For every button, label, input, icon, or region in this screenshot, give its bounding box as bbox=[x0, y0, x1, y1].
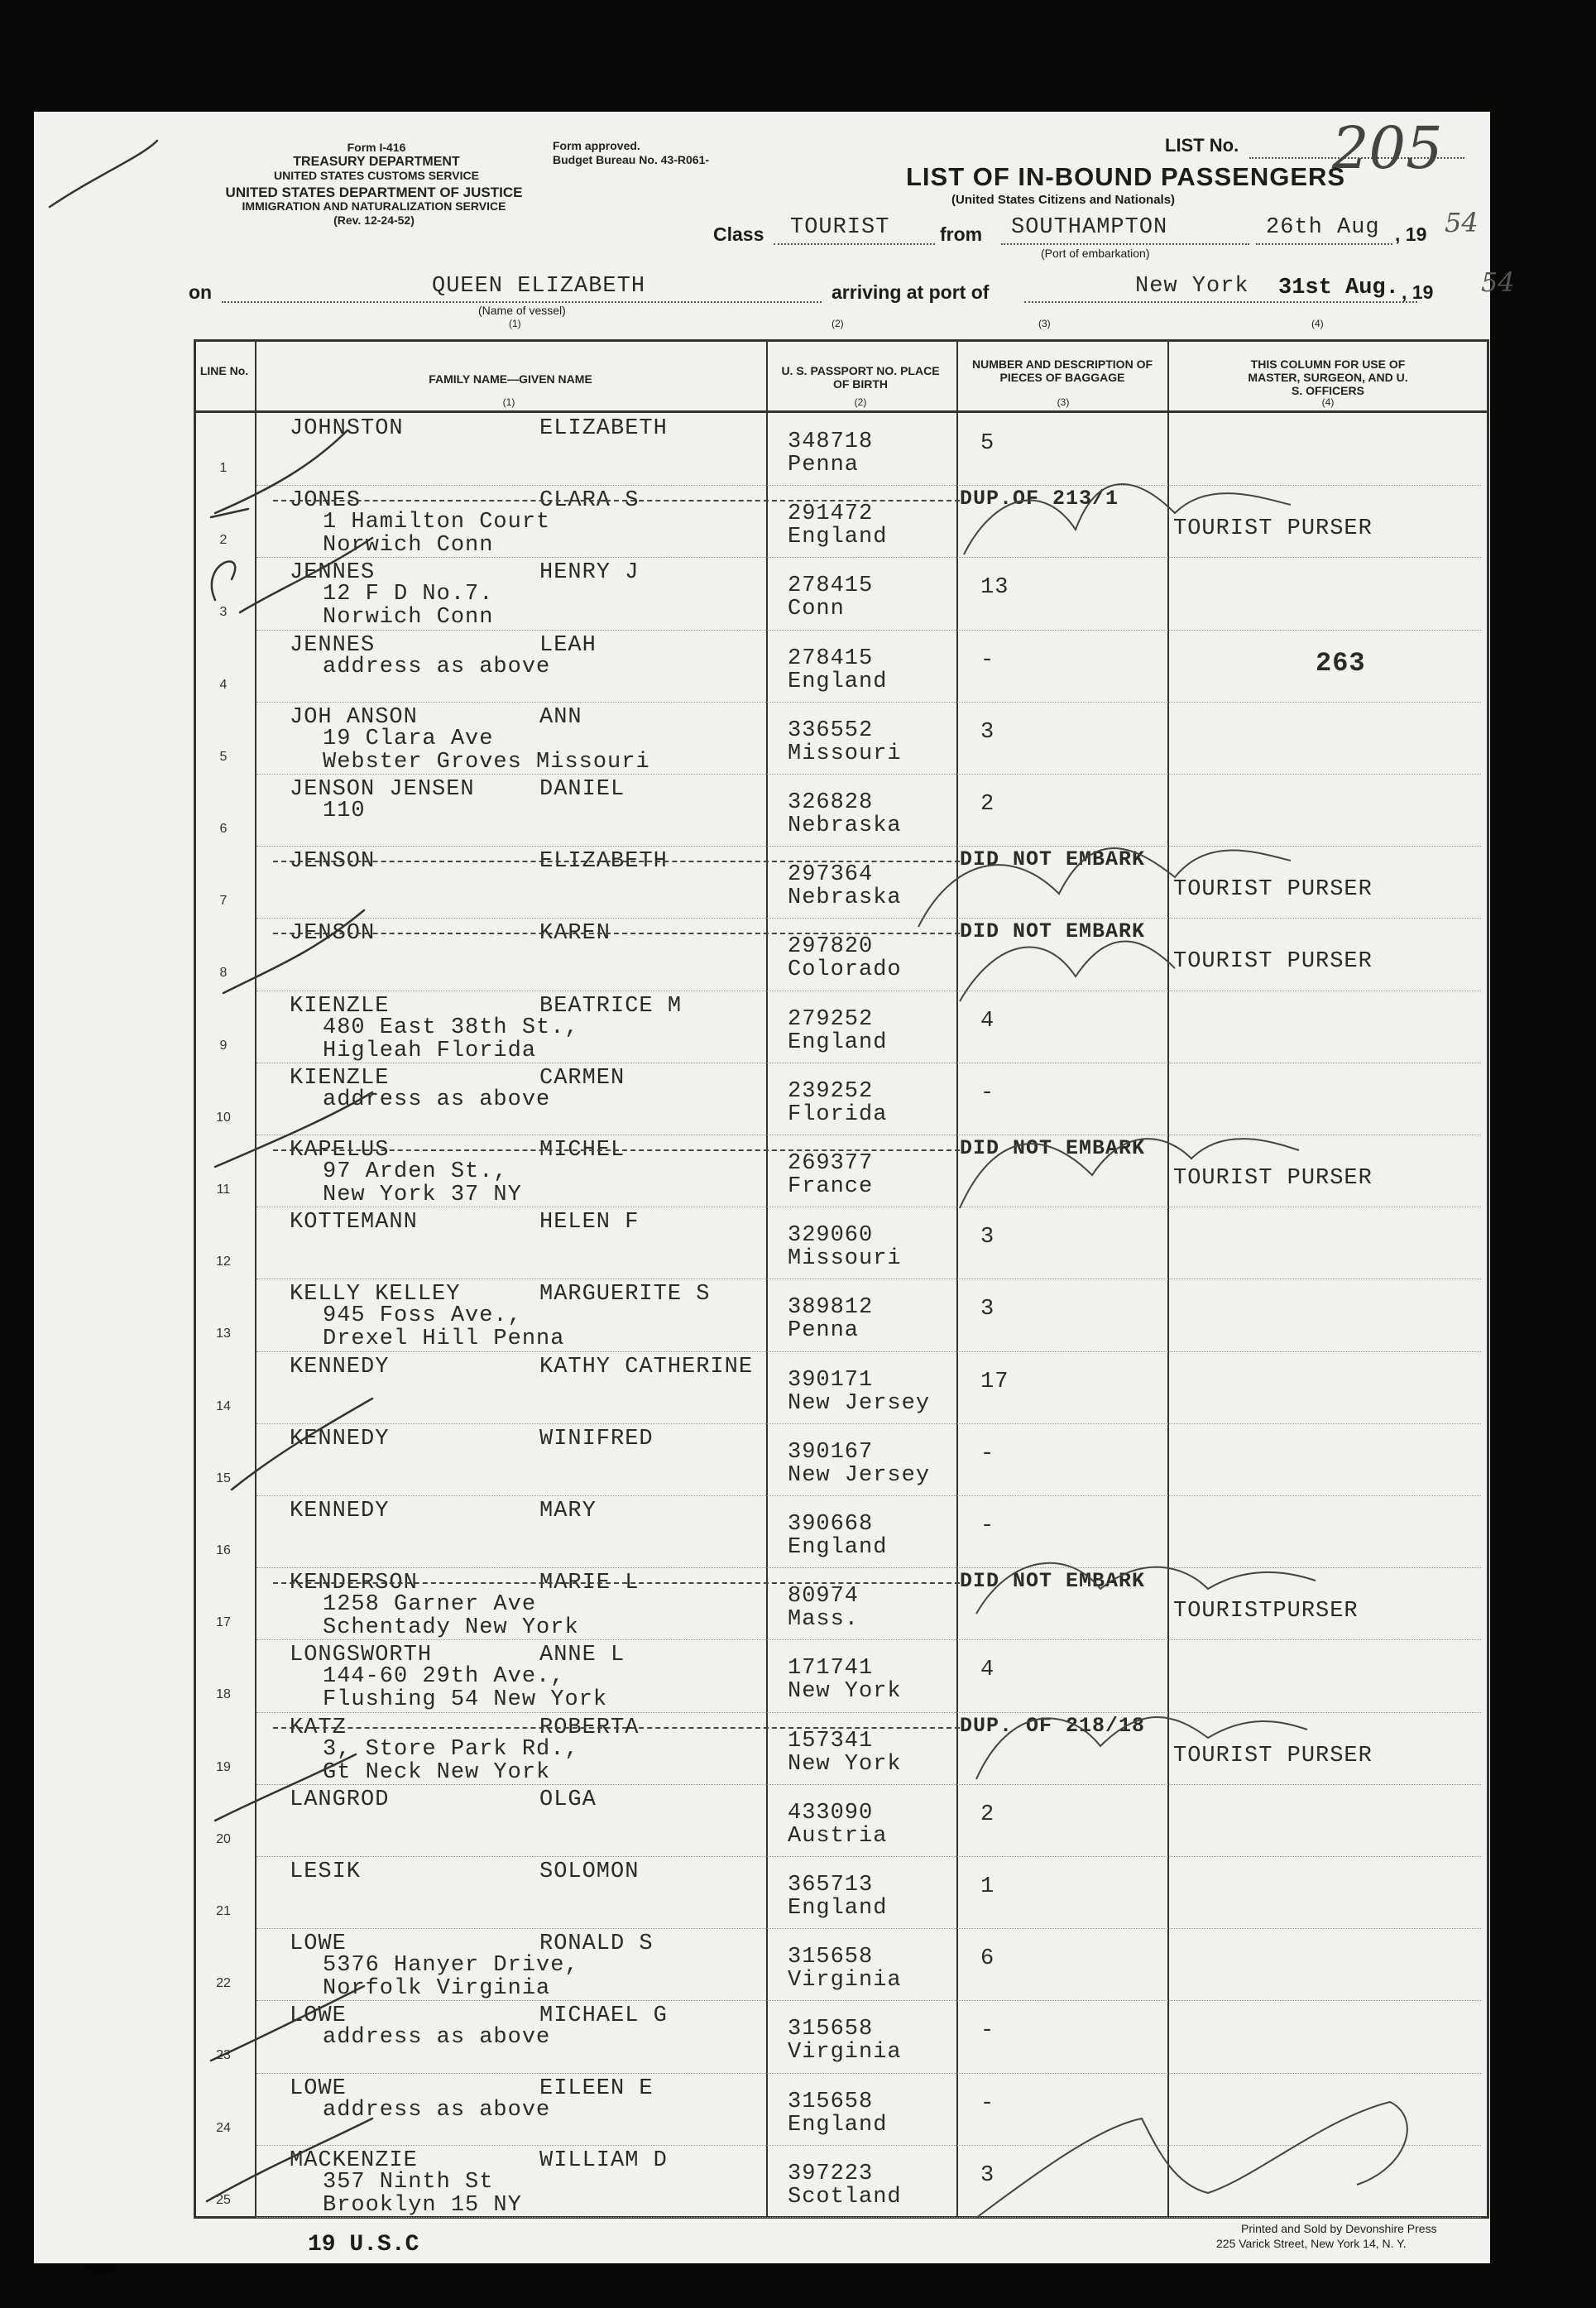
officer-note: TOURIST PURSER bbox=[1173, 1166, 1373, 1191]
address-line-2: Flushing 54 New York bbox=[323, 1687, 608, 1713]
given-name: CLARA S bbox=[539, 488, 640, 514]
given-name: ROBERTA bbox=[539, 1715, 640, 1740]
line-number: 3 bbox=[219, 605, 228, 620]
place-of-birth: Scotland bbox=[788, 2184, 902, 2210]
passport-number: 278415 bbox=[788, 573, 874, 599]
family-name: KOTTEMANN bbox=[290, 1210, 418, 1236]
place-of-birth: Penna bbox=[788, 1318, 860, 1344]
family-name: JENNES bbox=[290, 560, 376, 586]
place-of-birth: Missouri bbox=[788, 741, 902, 766]
passport-number: 291472 bbox=[788, 501, 874, 527]
check-mark bbox=[50, 141, 157, 207]
passport-number: 279252 bbox=[788, 1006, 874, 1032]
place-of-birth: France bbox=[788, 1174, 874, 1199]
given-name: ELIZABETH bbox=[539, 416, 668, 441]
address-line-1: address as above bbox=[323, 2097, 551, 2123]
arriving-label: arriving at port of bbox=[832, 281, 990, 303]
line-number: 9 bbox=[219, 1038, 228, 1053]
given-name: OLGA bbox=[539, 1787, 597, 1812]
family-name: JENSON bbox=[290, 921, 376, 947]
place-of-birth: England bbox=[788, 1029, 888, 1055]
embark-year-prefix: , 19 bbox=[1395, 223, 1427, 245]
passport-number: 80974 bbox=[788, 1584, 860, 1610]
form-revision: (Rev. 12-24-52) bbox=[333, 214, 415, 227]
line-number: 25 bbox=[216, 2192, 231, 2207]
passport-number: 348718 bbox=[788, 429, 874, 454]
baggage: DID NOT EMBARK bbox=[960, 1569, 1146, 1594]
passport-number: 315658 bbox=[788, 2017, 874, 2042]
baggage: DID NOT EMBARK bbox=[960, 919, 1146, 944]
line-number: 6 bbox=[219, 822, 228, 836]
passport-number: 278415 bbox=[788, 645, 874, 671]
passport-number: 397223 bbox=[788, 2161, 874, 2186]
class-label: Class bbox=[713, 223, 764, 245]
on-label: on bbox=[189, 281, 213, 303]
line-number: 22 bbox=[216, 1976, 231, 1991]
address-line-2: Drexel Hill Penna bbox=[323, 1327, 565, 1352]
family-name: KENNEDY bbox=[290, 1499, 390, 1523]
place-of-birth: New Jersey bbox=[788, 1390, 931, 1416]
baggage: 17 bbox=[980, 1369, 1009, 1394]
col-header-officers: THIS COLUMN FOR USE OF MASTER, SURGEON, AND U. S. OFFICERS bbox=[1248, 357, 1408, 397]
printer-line-1: Printed and Sold by Devonshire Press bbox=[1241, 2222, 1437, 2235]
arrival-year: 54 bbox=[1481, 266, 1515, 298]
vessel-caption-number: (1) bbox=[509, 318, 521, 329]
family-name: JOHNSTON bbox=[290, 416, 404, 441]
page-subtitle: (United States Citizens and Nationals) bbox=[951, 193, 1176, 207]
address-line-2: Norwich Conn bbox=[323, 533, 494, 559]
passport-number: 365713 bbox=[788, 1873, 874, 1898]
given-name: KAREN bbox=[539, 921, 611, 947]
col-number: (3) bbox=[1057, 396, 1070, 408]
baggage: 4 bbox=[980, 1008, 995, 1034]
address-line-2: Norwich Conn bbox=[323, 605, 494, 631]
place-of-birth: England bbox=[788, 1896, 888, 1921]
baggage: DID NOT EMBARK bbox=[960, 1136, 1146, 1160]
line-number: 17 bbox=[216, 1615, 231, 1630]
form-approved: Form approved. bbox=[553, 139, 640, 152]
baggage: 4 bbox=[980, 1658, 995, 1683]
place-of-birth: England bbox=[788, 669, 888, 694]
given-name: MICHEL bbox=[539, 1138, 625, 1163]
address-line-1: 357 Ninth St bbox=[323, 2169, 494, 2195]
line-number: 12 bbox=[216, 1255, 231, 1269]
family-name: KIENZLE bbox=[290, 1065, 390, 1091]
line-number: 8 bbox=[219, 966, 228, 981]
arrival-date: 31st Aug. bbox=[1278, 276, 1399, 300]
arrival-year-prefix: , 19 bbox=[1402, 281, 1434, 303]
baggage: 3 bbox=[980, 719, 995, 745]
officer-note: 263 bbox=[1316, 647, 1366, 679]
printer-line-2: 225 Varick Street, New York 14, N. Y. bbox=[1216, 2237, 1407, 2250]
embark-year: 54 bbox=[1445, 207, 1479, 238]
address-line-2: Schentady New York bbox=[323, 1615, 579, 1641]
baggage: 13 bbox=[980, 575, 1009, 601]
line-number: 19 bbox=[216, 1759, 231, 1774]
family-name: LOWE bbox=[290, 2003, 347, 2029]
given-name: HELEN F bbox=[539, 1210, 640, 1236]
passport-number: 157341 bbox=[788, 1728, 874, 1754]
arrival-caption-4: (4) bbox=[1311, 318, 1324, 329]
line-number: 23 bbox=[216, 2048, 231, 2063]
passport-number: 326828 bbox=[788, 790, 874, 815]
baggage: 2 bbox=[980, 1802, 995, 1827]
address-line-1: 3, Store Park Rd., bbox=[323, 1736, 579, 1762]
passport-number: 297820 bbox=[788, 934, 874, 960]
passport-number: 315658 bbox=[788, 1945, 874, 1970]
passport-number: 315658 bbox=[788, 2089, 874, 2114]
given-name: WINIFRED bbox=[539, 1426, 654, 1451]
address-line-2: New York 37 NY bbox=[323, 1183, 522, 1207]
address-line-1: 1 Hamilton Court bbox=[323, 510, 551, 535]
family-name: LONGSWORTH bbox=[290, 1643, 433, 1668]
passport-number: 171741 bbox=[788, 1656, 874, 1682]
address-line-1: 1258 Garner Ave bbox=[323, 1592, 537, 1618]
baggage: DUP.OF 213/1 bbox=[960, 487, 1119, 511]
baggage: 2 bbox=[980, 792, 995, 817]
col-header-line-no: LINE No. bbox=[199, 364, 249, 377]
line-number: 24 bbox=[216, 2120, 231, 2135]
line-number: 14 bbox=[216, 1399, 231, 1413]
address-line-1: 97 Arden St., bbox=[323, 1159, 508, 1184]
address-line-1: 144-60 29th Ave., bbox=[323, 1664, 565, 1690]
col-number: (1) bbox=[502, 396, 515, 408]
purser-signatures bbox=[918, 484, 1407, 2218]
family-name: KENNEDY bbox=[290, 1426, 390, 1451]
line-number: 1 bbox=[219, 461, 228, 475]
officer-note: TOURIST PURSER bbox=[1173, 516, 1373, 542]
place-of-birth: Nebraska bbox=[788, 813, 902, 838]
place-of-birth: Mass. bbox=[788, 1607, 860, 1633]
passport-number: 239252 bbox=[788, 1078, 874, 1104]
given-name: MARIE L bbox=[539, 1571, 640, 1596]
given-name: EILEEN E bbox=[539, 2075, 654, 2101]
vessel-caption: (Name of vessel) bbox=[478, 304, 566, 317]
arriving-caption-number: (2) bbox=[832, 318, 844, 329]
baggage: - bbox=[980, 2090, 995, 2116]
arrival-port: New York bbox=[1135, 274, 1249, 299]
given-name: SOLOMON bbox=[539, 1859, 640, 1884]
address-line-2: Brooklyn 15 NY bbox=[323, 2192, 522, 2218]
place-of-birth: Austria bbox=[788, 1823, 888, 1849]
line-number: 11 bbox=[216, 1183, 231, 1197]
baggage: 3 bbox=[980, 1297, 995, 1322]
given-name: MICHAEL G bbox=[539, 2003, 668, 2029]
given-name: MARY bbox=[539, 1499, 597, 1523]
place-of-birth: Colorado bbox=[788, 957, 902, 983]
baggage: DUP. OF 218/18 bbox=[960, 1713, 1146, 1738]
baggage: DID NOT EMBARK bbox=[960, 847, 1146, 872]
family-name: JENNES bbox=[290, 632, 376, 658]
given-name: LEAH bbox=[539, 632, 597, 658]
family-name: LANGROD bbox=[290, 1787, 390, 1812]
line-number: 13 bbox=[216, 1327, 231, 1341]
officer-note: TOURIST PURSER bbox=[1173, 1743, 1373, 1768]
baggage: - bbox=[980, 1514, 995, 1538]
list-no-value: 205 bbox=[1332, 114, 1443, 182]
family-name: KAPELUS bbox=[290, 1138, 390, 1163]
family-name: MACKENZIE bbox=[290, 2147, 418, 2173]
family-name: KENNEDY bbox=[290, 1354, 390, 1380]
given-name: KATHY CATHERINE bbox=[539, 1354, 754, 1380]
address-line-1: 945 Foss Ave., bbox=[323, 1303, 522, 1329]
baggage: - bbox=[980, 647, 995, 673]
family-name: JENSON bbox=[290, 849, 376, 875]
given-name: DANIEL bbox=[539, 777, 625, 802]
address-line-2: Norfolk Virginia bbox=[323, 1976, 551, 2002]
place-of-birth: Florida bbox=[788, 1101, 888, 1127]
given-name: CARMEN bbox=[539, 1065, 625, 1091]
address-line-1: 5376 Hanyer Drive, bbox=[323, 1953, 579, 1979]
col-header-baggage: NUMBER AND DESCRIPTION OF PIECES OF BAGGAGE bbox=[971, 357, 1153, 384]
treasury-dept: TREASURY DEPARTMENT bbox=[293, 155, 460, 169]
ins-service: IMMIGRATION AND NATURALIZATION SERVICE bbox=[242, 199, 506, 213]
given-name: ANNE L bbox=[539, 1643, 625, 1668]
family-name: LOWE bbox=[290, 1931, 347, 1957]
place-of-birth: Conn bbox=[788, 597, 845, 622]
baggage: 5 bbox=[980, 431, 995, 456]
passport-number: 329060 bbox=[788, 1223, 874, 1249]
place-of-birth: Virginia bbox=[788, 1968, 902, 1994]
address-line-2: Gt Neck New York bbox=[323, 1759, 551, 1785]
given-name: BEATRICE M bbox=[539, 993, 683, 1019]
officer-note: TOURIST PURSER bbox=[1173, 877, 1373, 903]
justice-dept: UNITED STATES DEPARTMENT OF JUSTICE bbox=[225, 185, 523, 200]
line-number: 2 bbox=[219, 533, 228, 548]
place-of-birth: England bbox=[788, 525, 888, 550]
address-line-2: Higleah Florida bbox=[323, 1038, 537, 1063]
baggage: - bbox=[980, 1080, 995, 1106]
baggage: 6 bbox=[980, 1946, 995, 1972]
statute-reference: 19 U.S.C bbox=[308, 2232, 419, 2258]
budget-bureau: Budget Bureau No. 43-R061- bbox=[553, 153, 710, 166]
officer-note: TOURIST PURSER bbox=[1173, 949, 1373, 975]
line-number: 18 bbox=[216, 1687, 231, 1702]
place-of-birth: Virginia bbox=[788, 2040, 902, 2066]
family-name: KENDERSON bbox=[290, 1571, 418, 1596]
baggage: 3 bbox=[980, 2162, 995, 2188]
given-name: HENRY J bbox=[539, 560, 640, 586]
passport-number: 269377 bbox=[788, 1151, 874, 1176]
line-number: 21 bbox=[216, 1904, 231, 1918]
passport-number: 390167 bbox=[788, 1439, 874, 1465]
class-value: TOURIST bbox=[790, 215, 890, 240]
vessel-name: QUEEN ELIZABETH bbox=[432, 274, 646, 299]
col-header-name: FAMILY NAME—GIVEN NAME bbox=[429, 372, 592, 386]
form-number: Form I-416 bbox=[347, 141, 406, 154]
line-number: 4 bbox=[219, 677, 228, 692]
given-name: ELIZABETH bbox=[539, 849, 668, 875]
address-line-1: 110 bbox=[323, 799, 366, 823]
arrival-caption-3: (3) bbox=[1038, 318, 1051, 329]
passport-number: 336552 bbox=[788, 717, 874, 743]
family-name: KELLY KELLEY bbox=[290, 1282, 461, 1308]
passport-number: 390668 bbox=[788, 1512, 874, 1537]
passport-number: 389812 bbox=[788, 1295, 874, 1321]
place-of-birth: England bbox=[788, 1535, 888, 1560]
given-name: MARGUERITE S bbox=[539, 1282, 711, 1308]
line-number: 20 bbox=[216, 1831, 231, 1846]
officer-note: TOURISTPURSER bbox=[1173, 1599, 1359, 1624]
address-line-1: address as above bbox=[323, 2025, 551, 2051]
customs-service: UNITED STATES CUSTOMS SERVICE bbox=[274, 169, 479, 182]
place-of-birth: New York bbox=[788, 1751, 902, 1777]
family-name: JENSON JENSEN bbox=[290, 777, 475, 802]
place-of-birth: Missouri bbox=[788, 1246, 902, 1272]
line-number: 7 bbox=[219, 894, 228, 909]
place-of-birth: New York bbox=[788, 1679, 902, 1705]
address-line-2: Webster Groves Missouri bbox=[323, 749, 650, 775]
family-name: KATZ bbox=[290, 1715, 347, 1740]
family-name: LESIK bbox=[290, 1859, 362, 1884]
address-line-1: 19 Clara Ave bbox=[323, 726, 494, 751]
given-name: RONALD S bbox=[539, 1931, 654, 1957]
col-number: (4) bbox=[1321, 396, 1335, 408]
line-number: 16 bbox=[216, 1543, 231, 1557]
family-name: JONES bbox=[290, 488, 362, 514]
from-label: from bbox=[940, 223, 983, 245]
col-number: (2) bbox=[854, 396, 867, 408]
line-number: 5 bbox=[219, 749, 228, 764]
passport-number: 390171 bbox=[788, 1367, 874, 1393]
family-name: JOH ANSON bbox=[290, 704, 418, 730]
passport-number: 433090 bbox=[788, 1800, 874, 1826]
page-title: LIST OF IN-BOUND PASSENGERS bbox=[906, 162, 1346, 191]
line-number: 10 bbox=[216, 1110, 231, 1125]
place-of-birth: New Jersey bbox=[788, 1462, 931, 1488]
line-number: 15 bbox=[216, 1471, 231, 1485]
address-line-1: 480 East 38th St., bbox=[323, 1015, 579, 1040]
address-line-1: 12 F D No.7. bbox=[323, 582, 494, 607]
baggage: - bbox=[980, 1441, 995, 1466]
place-of-birth: Nebraska bbox=[788, 885, 902, 911]
passport-number: 297364 bbox=[788, 862, 874, 888]
given-name: ANN bbox=[539, 704, 582, 730]
given-name: WILLIAM D bbox=[539, 2147, 668, 2173]
baggage: 1 bbox=[980, 1874, 995, 1899]
family-name: LOWE bbox=[290, 2075, 347, 2101]
place-of-birth: England bbox=[788, 2112, 888, 2138]
port-embark-caption: (Port of embarkation) bbox=[1041, 247, 1150, 260]
list-no-label: LIST No. bbox=[1165, 135, 1239, 156]
embark-date: 26th Aug bbox=[1266, 215, 1380, 240]
place-of-birth: Penna bbox=[788, 453, 860, 477]
from-value: SOUTHAMPTON bbox=[1011, 215, 1168, 240]
address-line-1: address as above bbox=[323, 1087, 551, 1112]
family-name: KIENZLE bbox=[290, 993, 390, 1019]
address-line-1: address as above bbox=[323, 654, 551, 679]
baggage: 3 bbox=[980, 1225, 995, 1250]
baggage: - bbox=[980, 2018, 995, 2044]
col-header-passport: U. S. PASSPORT NO. PLACE OF BIRTH bbox=[781, 364, 940, 391]
